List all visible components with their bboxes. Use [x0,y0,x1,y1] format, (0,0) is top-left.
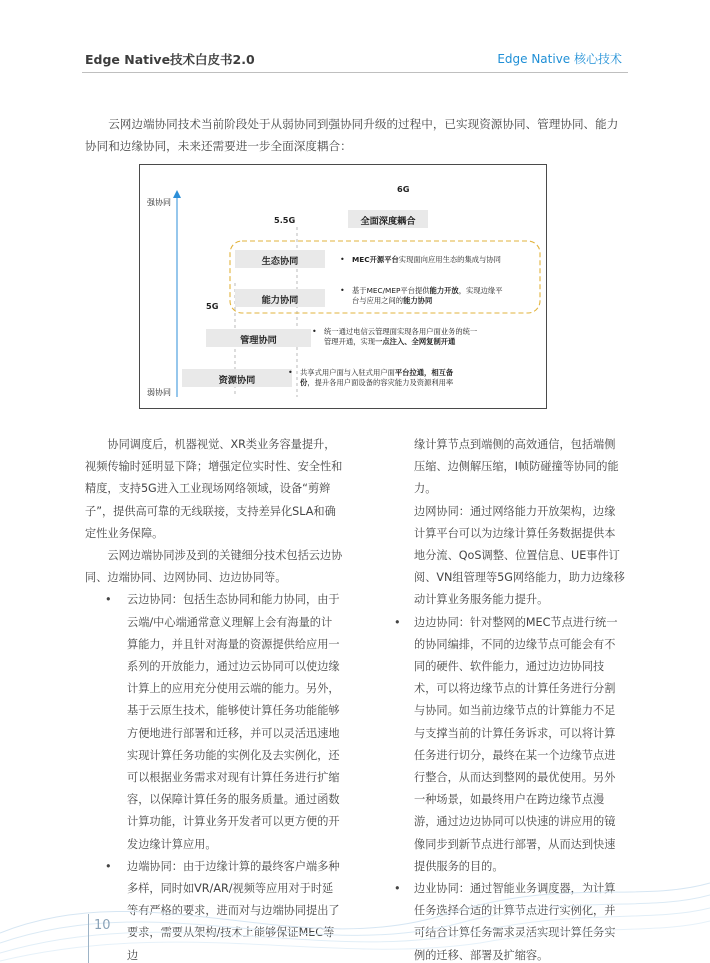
desc-ecology [352,255,542,265]
right-paragraph-2: 边网协同：通过网络能力开放架构，边缘计算平台可以为边缘计算任务数据提供本地分流、QoS调整、位置信息、UE事件订阅、VN组管理等5G网络能力，助力边缘移动计算业务服务能力提升。 [414,504,625,607]
desc-res-part2: ，提升各用户面设备的容灾能力及资源利用率 [307,378,454,387]
desc-res-bullet: • [288,368,293,377]
right-bullet-edge-edge-text: 边边协同：针对整网的MEC节点进行统一的协同编排，不同的边缘节点可能会有不同的硬件、软件能力，通过边边协同技术，可以将边缘节点的计算任务进行分割与协同。如当前边缘节点的计算能力不足与支撑当前的计算任务诉求，可以将计算任务进行切分，最终在某一个边缘节点进行整合，从而达到整网的最优使用。另外一种场景，如最终用户在跨边缘节点漫游，通过边边协同可以快速的讲应用的镜像同步到新节点进行部署，从而达到快速提供服务的目的。 [414,615,618,873]
bar-ability-label: 能力协同 [261,295,299,306]
footer-wave-decoration [0,813,710,963]
desc-mgmt-part1: 统一通过电信云管理面实现各用户面业务的统一 [324,327,478,336]
bullet-dot: • [105,859,112,873]
desc-ability-part2: ，实现边缘平 [458,286,503,295]
bar-management-label: 管理协同 [240,335,277,346]
desc-ability [352,286,542,306]
section-title: Edge Native 核心技术 [497,52,622,66]
bullet-dot: • [105,593,112,607]
desc-ability-bold1: 能力开放 [429,286,459,295]
desc-mgmt-part2: 管理开通，实现 [324,337,376,346]
desc-mgmt-bold: 一点注入、全网复制开通 [375,337,456,346]
header-divider [82,72,628,73]
desc-mgmt-bullet: • [312,327,317,336]
left-paragraph-1: 协同调度后，机器视觉、XR类业务容量提升，视频传输时延明显下降；增强定位实时性、安全性和精度，支持5G进入工业现场网络领域，设备“剪辫子”，提供高可靠的无线联接，支持差异化SLA和确定性业务保障。 [85,438,343,540]
desc-eco-bullet: • [340,255,345,264]
bar-resource-label: 资源协同 [218,375,256,386]
right-bullet-edge-business-text: 边业协同：通过智能业务调度器，为计算任务选择合适的计算节点进行实例化，并可结合计算任务需求灵活实现计算任务实例的迁移、部署及扩缩容。 [414,882,616,962]
gen-5g-label: 5G [206,301,219,311]
intro-paragraph: 云网边端协同技术当前阶段处于从弱协同到强协同升级的过程中，已实现资源协同、管理协同、能力协同和边缘协同，未来还需要进一步全面深度耦合： [85,117,619,153]
y-top-label: 强协同 [147,198,171,207]
desc-eco-rest: 实现面向应用生态的集成与协同 [398,255,501,264]
left-bullet-cloud-edge-text: 云边协同：包括生态协同和能力协同，由于云端/中心端通常意义理解上会有海量的计算能力，并且针对海量的资源提供给应用一系列的开放能力，通过边云协同可以使边缘计算上的应用充分使用云端的能力。另外，基于云原生技术，能够使计算任务功能能够方便地进行部署和迁移，并可以灵活迅速地实现计算任务功能的实例化及去实例化，还可以根据业务需求对现有计算任务进行扩缩容，以保障计算任务的服务质量。通过函数计算功能，计算业务开发者可以更方便的开发边缘计算应用。 [127,593,340,851]
bullet-dot: • [394,882,401,896]
desc-res-part1: 共享式用户面与入驻式用户面 [300,368,395,377]
desc-res-bold1: 平台拉通，相互备 [394,368,454,377]
desc-management [324,327,534,347]
gen-55g-label: 5.5G [274,215,296,225]
page-number-bar [88,914,89,963]
page-header [0,0,710,76]
desc-ability-bullet: • [340,286,345,295]
left-bullet-edge-device-text: 边端协同：由于边缘计算的最终客户端多种多样，同时如VR/AR/视频等应用对于时延等有严格的要求，进而对与边端协同提出了要求，需要从架构/技术上能够保证MEC等边 [127,859,340,962]
desc-ability-part1: 基于MEC/MEP平台提供 [352,286,430,295]
page-number: 10 [94,918,111,933]
desc-ability-bold2: 能力协同 [403,296,433,305]
gen-6g-label: 6G [397,184,410,194]
bullet-dot: • [394,615,401,629]
collaboration-figure [139,164,547,409]
desc-ability-part3: 台与应用之间的 [352,296,404,305]
desc-eco-bold: MEC开源平台 [352,255,399,264]
y-axis-arrow [173,190,181,198]
left-paragraph-2: 云网边端协同涉及到的关键细分技术包括云边协同、边端协同、边网协同、边边协同等。 [85,549,343,585]
bar-ecology-label: 生态协同 [261,256,299,267]
y-bottom-label: 弱协同 [147,388,171,397]
desc-res-bold2: 份 [300,378,308,387]
document-title: Edge Native技术白皮书2.0 [85,52,255,67]
bar-deep-coupling-label: 全面深度耦合 [360,216,416,227]
right-paragraph-1: 缘计算节点到端侧的高效通信，包括端侧压缩、边侧解压缩，I帧防碰撞等协同的能力。 [414,438,619,496]
desc-resource [300,368,540,388]
